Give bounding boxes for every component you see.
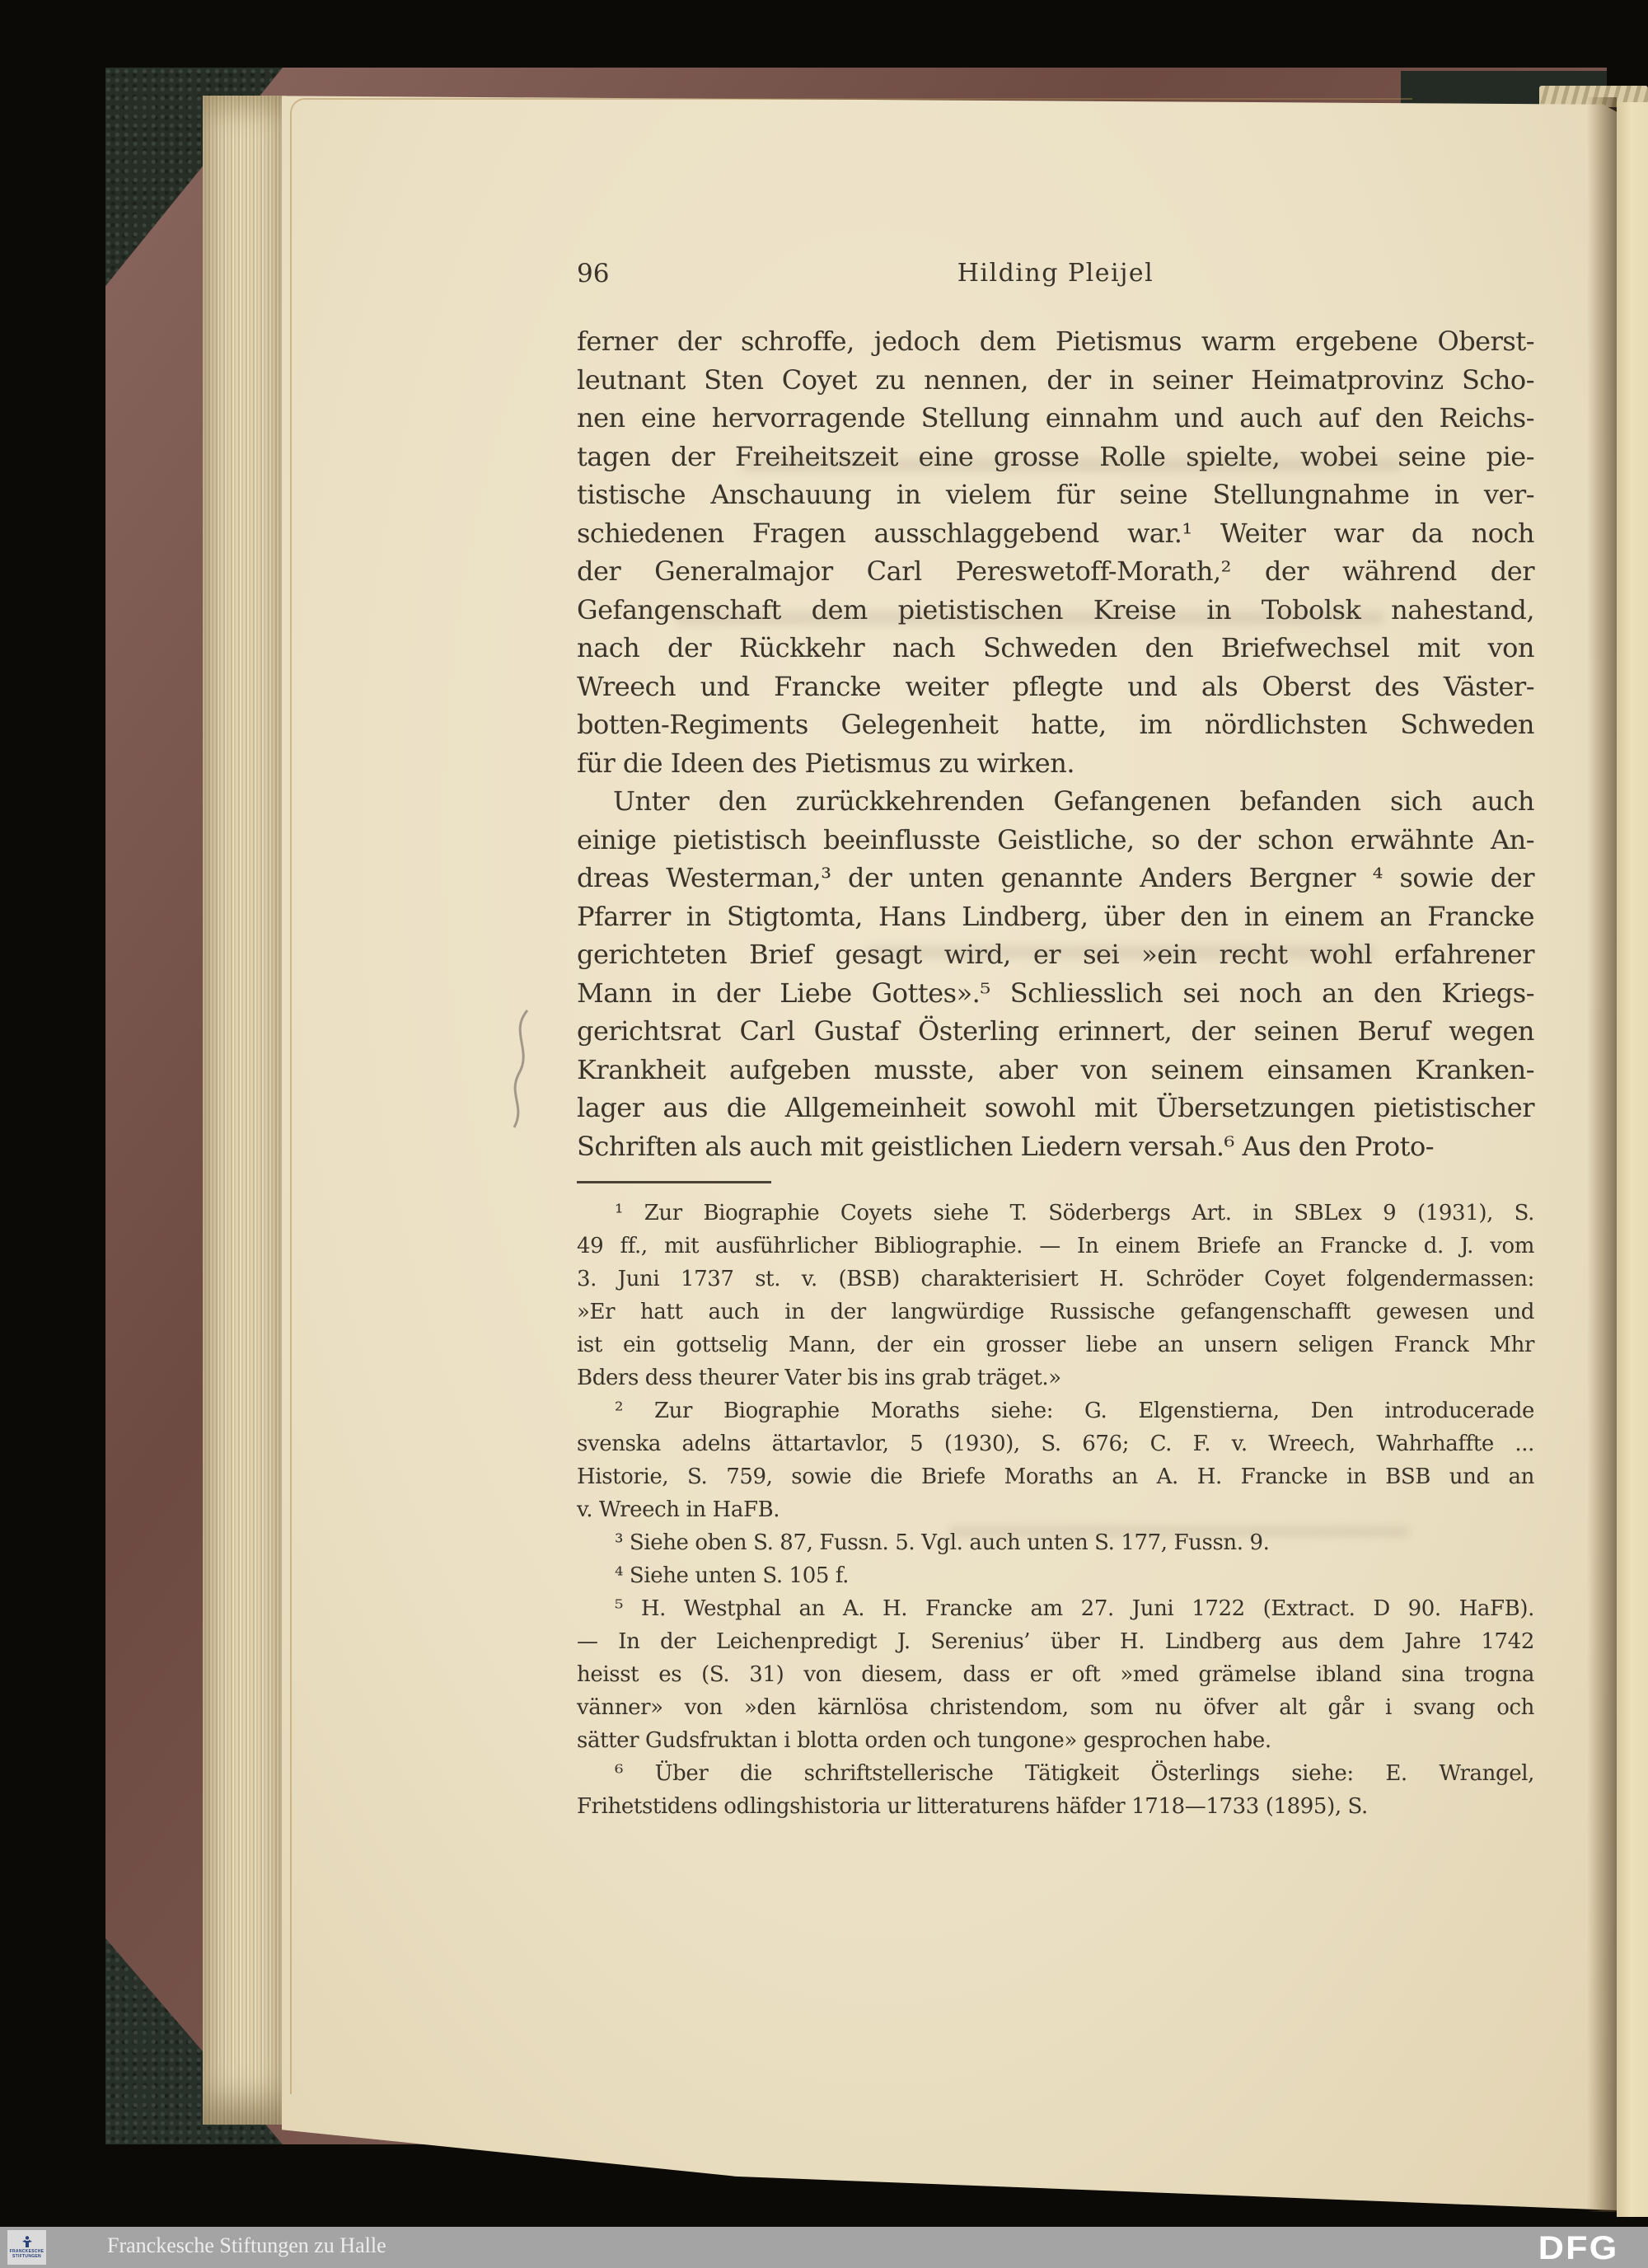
body-line: für die Ideen des Pietismus zu wirken. [577,747,1074,779]
body-line: tistische Anschauung in vielem für seine Stellungnahme in ver- [577,479,1534,510]
body-line: einige pietistisch beeinflusste Geistliche, so der schon erwähnte An- [577,823,1534,855]
body-line: leutnant Sten Coyet zu nennen, der in seiner Heimatprovinz Scho- [577,363,1534,396]
body-line: Wreech und Francke weiter pflegte und als Oberst des Väster- [577,670,1534,702]
franckesche-logo [7,2230,46,2265]
page-number: 96 [577,259,610,288]
body-line: ferner der schroffe, jedoch dem Pietismus warm ergebene Oberst- [577,326,1534,357]
body-line: gerichtsrat Carl Gustaf Österling erinnert, der seinen Beruf wegen [577,1015,1534,1047]
body-line: Schriften als auch mit geistlichen Liedern versah.⁶ Aus den Proto- [577,1130,1435,1162]
body-line: schiedenen Fragen ausschlaggebend war.¹ Weiter war da noch [577,517,1534,549]
logo-text-line2: STIFTUNGEN [12,2254,41,2259]
footnote-line: ¹ Zur Biographie Coyets siehe T. Söderbergs Art. in SBLex 9 (1931), S. [615,1201,1534,1225]
logo-text-line1: FRANCKESCHE [9,2248,44,2254]
body-line: Gefangenschaft dem pietistischen Kreise in Tobolsk nahestand, [577,593,1534,626]
body-line: Pfarrer in Stigtomta, Hans Lindberg, über den in einem an Francke [577,900,1534,932]
footnote-line: sätter Gudsfruktan i blotta orden och tungone» gesprochen habe. [577,1728,1271,1753]
footnote-line: ⁴ Siehe unten S. 105 f. [615,1563,849,1588]
body-line: dreas Westerman,³ der unten genannte Anders Bergner ⁴ sowie der [577,862,1534,893]
footnote-line: ist ein gottselig Mann, der ein grosser liebe an unsern seligen Franck Mhr [577,1333,1534,1357]
footnote-line: Historie, S. 759, sowie die Briefe Moraths an A. H. Francke in BSB und an [577,1464,1534,1489]
page-fore-edge-stack [203,96,287,2125]
footnote [577,1757,1534,1823]
footnote-line: ⁵ H. Westphal an A. H. Francke am 27. Juni 1722 (Extract. D 90. HaFB). [615,1596,1534,1621]
footnote-line: — In der Leichenpredigt J. Serenius’ über H. Lindberg aus dem Jahre 1742 [577,1629,1534,1654]
body-line: lager aus die Allgemeinheit sowohl mit Übersetzungen pietistischer [577,1092,1534,1123]
body-line: gerichteten Brief gesagt wird, er sei »ein recht wohl erfahrener [577,939,1534,970]
body-paragraph [577,322,1534,782]
footnote-line: 3. Juni 1737 st. v. (BSB) charakterisiert H. Schröder Coyet folgendermassen: [577,1267,1534,1291]
footnote-line: »Er hatt auch in der langwürdige Russische gefangenschafft gewesen und [577,1300,1534,1324]
francke-emblem-icon [21,2236,33,2249]
footnote-line: ² Zur Biographie Moraths siehe: G. Elgenstierna, Den introducerade [615,1399,1534,1423]
body-line: tagen der Freiheitszeit eine grosse Rolle spielte, wobei seine pie- [577,440,1534,472]
footnote-line: ⁶ Über die schriftstellerische Tätigkeit Österlings siehe: E. Wrangel, [615,1761,1534,1786]
body-paragraph [577,782,1534,1165]
footnote [577,1592,1534,1757]
footnote [577,1394,1534,1526]
body-line: nen eine hervorragende Stellung einnahm und auch auf den Reichs- [577,402,1534,433]
body-line: der Generalmajor Carl Pereswetoff-Morath,² der während der [577,555,1534,587]
footnote-line: Frihetstidens odlingshistoria ur litteraturens häfder 1718—1733 (1895), S. [577,1794,1368,1819]
footnote-line: vänner» von »den kärnlösa christendom, som nu öfver alt går i svang och [577,1695,1534,1720]
footnotes [577,1197,1534,1823]
footnote-line: 49 ff., mit ausführlicher Bibliographie. — In einem Briefe an Francke d. J. vom [577,1234,1534,1258]
footnote [577,1559,1534,1592]
dfg-logo: DFG [1538,2230,1618,2266]
footnote-line: v. Wreech in HaFB. [577,1497,780,1522]
body-line: nach der Rückkehr nach Schweden den Briefwechsel mit von [577,632,1534,663]
footnote-line: heisst es (S. 31) von diesem, dass er oft »med grämelse ibland sina trogna [577,1662,1534,1687]
footnote [577,1197,1534,1394]
body-text [577,322,1534,1165]
running-title: Hilding Pleijel [957,259,1154,288]
institution-label: Franckesche Stiftungen zu Halle [107,2233,386,2257]
footnote-line: Bders dess theurer Vater bis ins grab träget.» [577,1366,1061,1390]
footnote [577,1526,1534,1559]
margin-pencil-mark [491,1007,549,1131]
body-line: Mann in der Liebe Gottes».⁵ Schliesslich sei noch an den Kriegs- [577,977,1534,1009]
gutter-shadow [1587,97,1617,2212]
facing-page-sliver [1617,102,1648,2217]
footnote-line: svenska adelns ättartavlor, 5 (1930), S. 676; C. F. v. Wreech, Wahrhaffte ... [577,1432,1534,1456]
body-line: Unter den zurückkehrenden Gefangenen befanden sich auch [613,785,1534,817]
footnote-line: ³ Siehe oben S. 87, Fussn. 5. Vgl. auch unten S. 177, Fussn. 9. [615,1530,1270,1555]
body-line: botten-Regiments Gelegenheit hatte, im nördlichsten Schweden [577,709,1534,740]
footnote-separator [577,1181,771,1183]
body-line: Krankheit aufgeben musste, aber von seinem einsamen Kranken- [577,1053,1534,1085]
